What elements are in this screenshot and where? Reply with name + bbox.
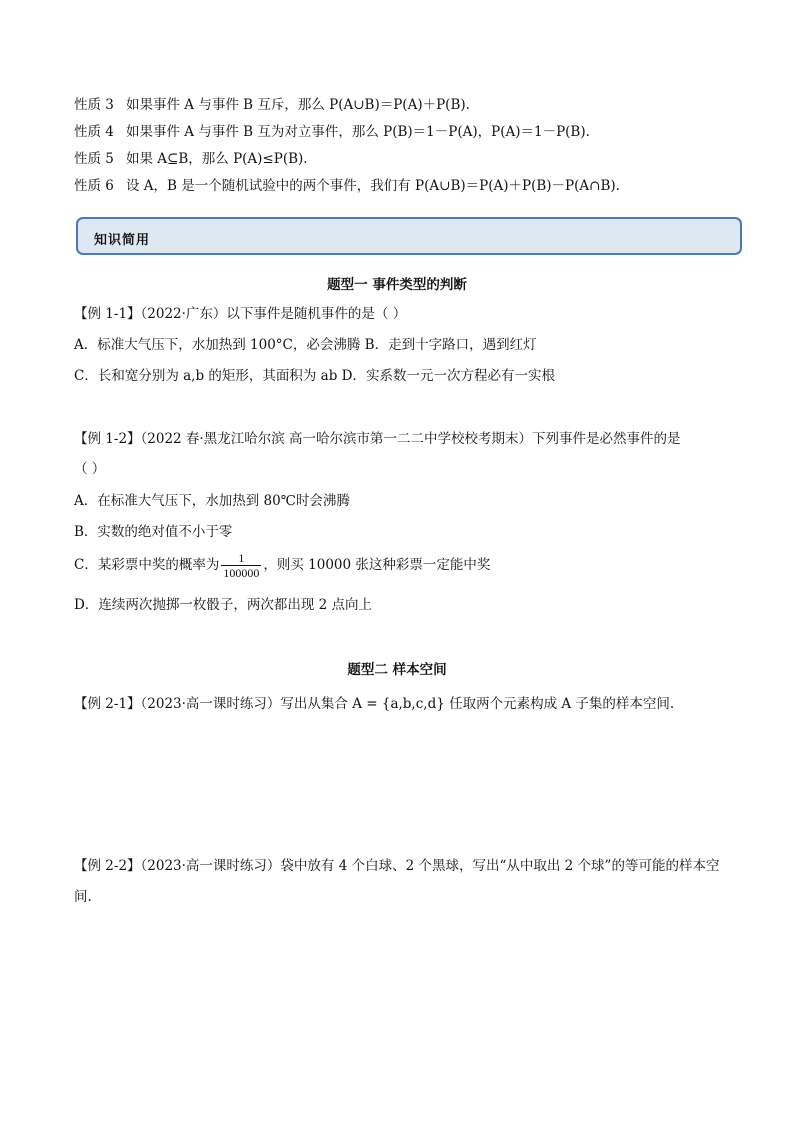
type1-title: 题型一 事件类型的判断 [327,277,467,293]
example-2-1: 【例 2-1】（2023·高一课时练习）写出从集合 A = {a,b,c,d} 任取两个元素构成 A 子集的样本空间. [74,696,675,712]
type2-title: 题型二 样本空间 [347,662,447,678]
example-1-2-option-b: B．实数的绝对值不小于零 [74,524,233,540]
example-2-2: 【例 2-2】（2023·高一课时练习）袋中放有 4 个白球、2 个黑球，写出“从中取出 2 个球”的等可能的样本空 [74,858,720,874]
property-label: 性质 3 [74,97,114,113]
example-1-2-option-a: A．在标准大气压下，水加热到 80℃时会沸腾 [74,493,350,509]
property-text: 如果 A⊆B，那么 P(A)≤P(B). [126,151,308,167]
example-1-1-options-ab: A．标准大气压下，水加热到 100°C，必会沸腾 B．走到十字路口，遇到红灯 [74,337,537,353]
example-1-1-options-cd: C．长和宽分别为 a,b 的矩形，其面积为 ab D．实系数一元一次方程必有一实根 [74,368,555,384]
option-c-prefix: C．某彩票中奖的概率为 [74,557,220,573]
example-1-2-stem: 【例 1-2】（2022 春·黑龙江哈尔滨 高一哈尔滨市第一二二中学校校考期末）下列事件是必然事件的是 [74,431,681,447]
option-c-suffix: ，则买 10000 张这种彩票一定能中奖 [263,557,491,573]
example-1-2-option-d: D．连续两次抛掷一枚骰子，两次都出现 2 点向上 [74,597,372,613]
property-label: 性质 4 [74,124,114,140]
fraction-numerator: 1 [221,551,261,566]
fraction-denominator: 100000 [223,566,260,580]
section-heading: 知识简用 [94,233,151,248]
property-text: 设 A，B 是一个随机试验中的两个事件，我们有 P(A∪B)＝P(A)＋P(B)－P(A∩B). [126,178,620,194]
property-6 [74,177,620,195]
property-5 [74,150,308,168]
example-1-2-stem-cont: （ ） [74,461,106,477]
property-text: 如果事件 A 与事件 B 互斥，那么 P(A∪B)＝P(A)＋P(B). [126,97,470,113]
property-label: 性质 6 [74,178,114,194]
section-heading-box [76,217,742,255]
probability-fraction [221,551,261,580]
property-label: 性质 5 [74,151,114,167]
example-2-2-cont: 间. [74,889,92,905]
property-4 [74,123,590,141]
property-3 [74,96,470,114]
property-text: 如果事件 A 与事件 B 互为对立事件，那么 P(B)＝1－P(A)，P(A)＝1－P(B). [126,124,590,140]
example-1-2-option-c [74,550,490,580]
example-1-1-stem: 【例 1-1】（2022·广东）以下事件是随机事件的是（ ） [74,306,407,322]
